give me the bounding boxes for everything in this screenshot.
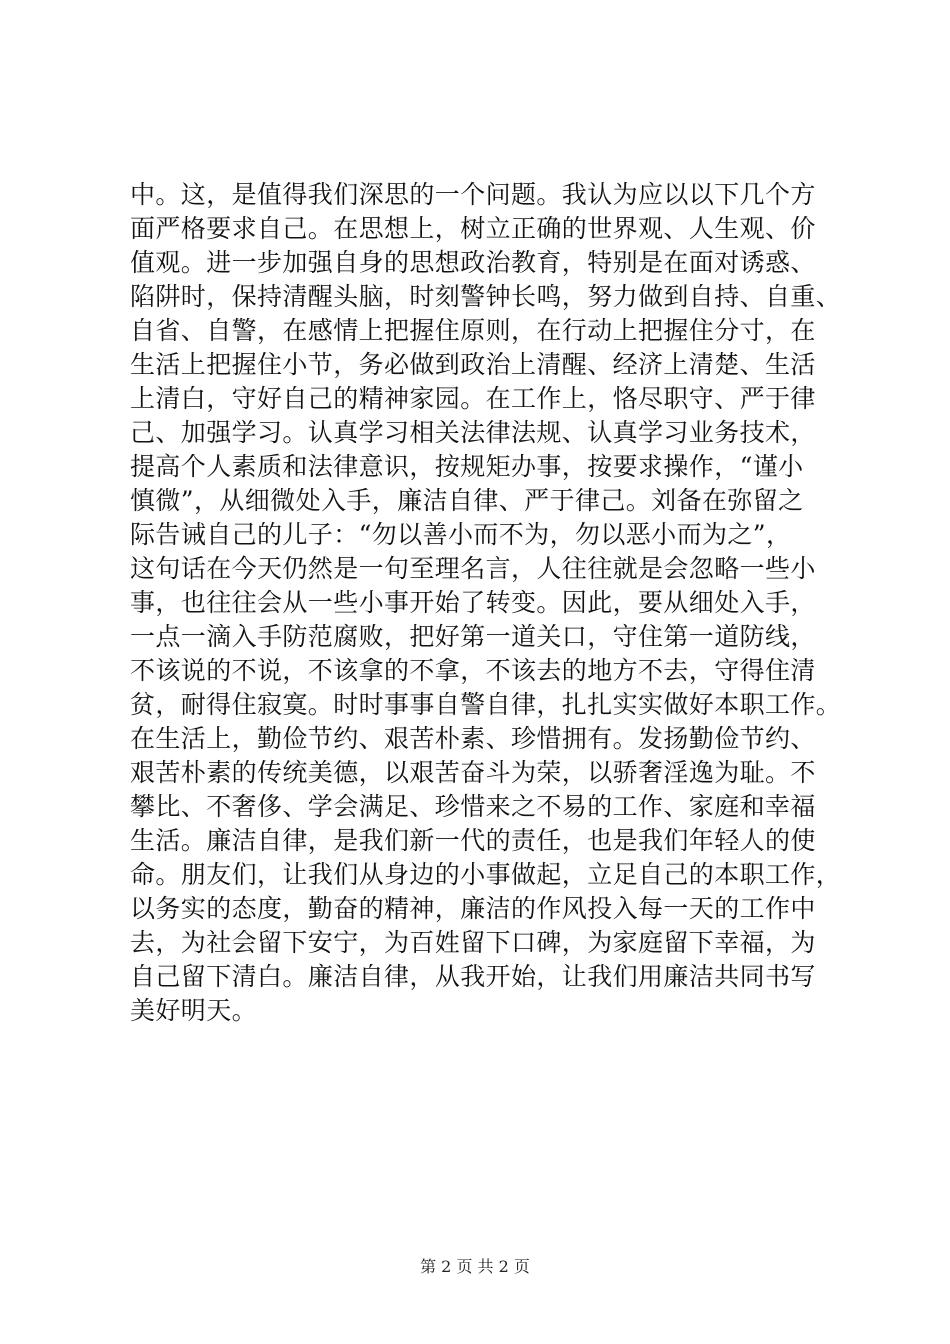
text-line: 中。这，是值得我们深思的一个问题。我认为应以以下几个方 xyxy=(130,180,816,209)
text-line: 自己留下清白。廉洁自律，从我开始，让我们用廉洁共同书写 xyxy=(130,962,816,991)
text-line: 美好明天。 xyxy=(130,996,258,1025)
text-line: 事，也往往会从一些小事开始了转变。因此，要从细处入手， xyxy=(130,588,816,617)
body-paragraph xyxy=(130,178,850,1028)
text-line: 际告诫自己的儿子：“勿以善小而不为，勿以恶小而为之”， xyxy=(130,520,792,549)
text-line: 慎微”，从细微处入手，廉洁自律、严于律己。刘备在弥留之 xyxy=(130,486,804,515)
text-line: 不该说的不说，不该拿的不拿，不该去的地方不去，守得住清 xyxy=(130,656,816,685)
text-line: 艰苦朴素的传统美德，以艰苦奋斗为荣，以骄奢淫逸为耻。不 xyxy=(130,758,816,787)
text-line: 生活上把握住小节，务必做到政治上清醒、经济上清楚、生活 xyxy=(130,350,816,379)
page-number: 第 2 页 共 2 页 xyxy=(420,1257,530,1276)
text-line: 陷阱时，保持清醒头脑，时刻警钟长鸣，努力做到自持、自重、 xyxy=(130,282,842,311)
text-line: 在生活上，勤俭节约、艰苦朴素、珍惜拥有。发扬勤俭节约、 xyxy=(130,724,816,753)
text-line: 提高个人素质和法律意识，按规矩办事，按要求操作，“谨小 xyxy=(130,452,804,481)
text-line: 以务实的态度，勤奋的精神，廉洁的作风投入每一天的工作中 xyxy=(130,894,816,923)
text-line: 这句话在今天仍然是一句至理名言，人往往就是会忽略一些小 xyxy=(130,554,816,583)
text-line: 一点一滴入手防范腐败，把好第一道关口，守住第一道防线， xyxy=(130,622,816,651)
text-line: 命。朋友们，让我们从身边的小事做起，立足自己的本职工作， xyxy=(130,860,842,889)
text-line: 上清白，守好自己的精神家园。在工作上，恪尽职守、严于律 xyxy=(130,384,816,413)
text-line: 生活。廉洁自律，是我们新一代的责任，也是我们年轻人的使 xyxy=(130,826,816,855)
text-line: 面严格要求自己。在思想上，树立正确的世界观、人生观、价 xyxy=(130,214,816,243)
page-footer xyxy=(0,1256,950,1278)
text-line: 值观。进一步加强自身的思想政治教育，特别是在面对诱惑、 xyxy=(130,248,816,277)
text-line: 己、加强学习。认真学习相关法律法规、认真学习业务技术， xyxy=(130,418,816,447)
text-line: 自省、自警，在感情上把握住原则，在行动上把握住分寸，在 xyxy=(130,316,816,345)
text-line: 贫，耐得住寂寞。时时事事自警自律，扎扎实实做好本职工作。 xyxy=(130,690,842,719)
text-line: 攀比、不奢侈、学会满足、珍惜来之不易的工作、家庭和幸福 xyxy=(130,792,816,821)
text-line: 去，为社会留下安宁，为百姓留下口碑，为家庭留下幸福，为 xyxy=(130,928,816,957)
